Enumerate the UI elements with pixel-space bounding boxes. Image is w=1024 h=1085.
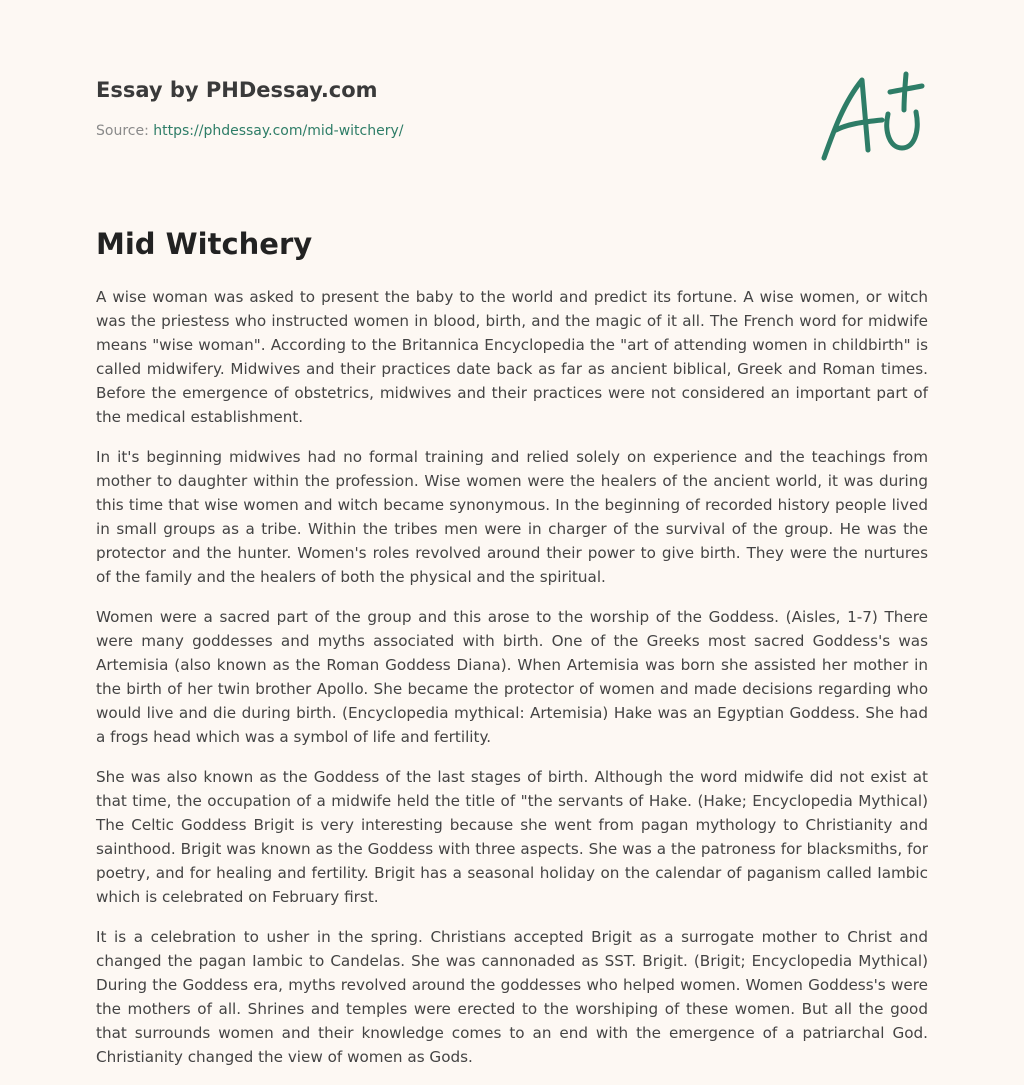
essay-title: Mid Witchery [96,227,313,261]
source-line [96,121,928,141]
essay-paragraph: She was also known as the Goddess of the last stages of birth. Although the word midwife did not exist at that time, the occupation of a midwife held the title of "the servants of Hake. (Hake; Encyclopedia Mythical) The Celtic Goddess Brigit is very interesting because she went from pagan mythology to Christianity and sainthood. Brigit was known as the Goddess with three aspects. She was a the patroness for blacksmiths, for poetry, and for healing and fertility. Brigit has a seasonal holiday on the calendar of paganism called Iambic which is celebrated on February first. [96,768,928,906]
source-label: Source: [96,123,154,139]
a-plus-grade-icon [818,68,928,168]
page-header [96,76,928,176]
site-brand: Essay by PHDessay.com [96,78,378,102]
essay-paragraph: In it's beginning midwives had no formal training and relied solely on experience and the teachings from mother to daughter within the profession. Wise women were the healers of the ancient world, it was during this time that wise women and witch became synonymous. In the beginning of recorded history people lived in small groups as a tribe. Within the tribes men were in charger of the survival of the group. He was the protector and the hunter. Women's roles revolved around their power to give birth. They were the nurtures of the family and the healers of both the physical and the spiritual. [96,448,928,586]
essay-paragraph: Women were a sacred part of the group and this arose to the worship of the Goddess. (Aisles, 1-7) There were many goddesses and myths associated with birth. One of the Greeks most sacred Goddess's was Artemisia (also known as the Roman Goddess Diana). When Artemisia was born she assisted her mother in the birth of her twin brother Apollo. She became the protector of women and made decisions regarding who would live and die during birth. (Encyclopedia mythical: Artemisia) Hake was an Egyptian Goddess. She had a frogs head which was a symbol of life and fertility. [96,608,928,746]
essay-paragraph: It is a celebration to usher in the spring. Christians accepted Brigit as a surrogate mother to Christ and changed the pagan Iambic to Candelas. She was cannonaded as SST. Brigit. (Brigit; Encyclopedia Mythical) During the Goddess era, myths revolved around the goddesses who helped women. Women Goddess's were the mothers of all. Shrines and temples were erected to the worshiping of these women. But all the good that surrounds women and their knowledge comes to an end with the emergence of a patriarchal God. Christianity changed the view of women as Gods. [96,928,928,1066]
essay-body [96,285,928,1085]
source-link[interactable]: https://phdessay.com/mid-witchery/ [153,123,404,139]
essay-paragraph: A wise woman was asked to present the baby to the world and predict its fortune. A wise women, or witch was the priestess who instructed women in blood, birth, and the magic of it all. The French word for midwife means "wise woman". According to the Britannica Encyclopedia the "art of attending women in childbirth" is called midwifery. Midwives and their practices date back as far as ancient biblical, Greek and Roman times. Before the emergence of obstetrics, midwives and their practices were not considered an important part of the medical establishment. [96,288,928,426]
